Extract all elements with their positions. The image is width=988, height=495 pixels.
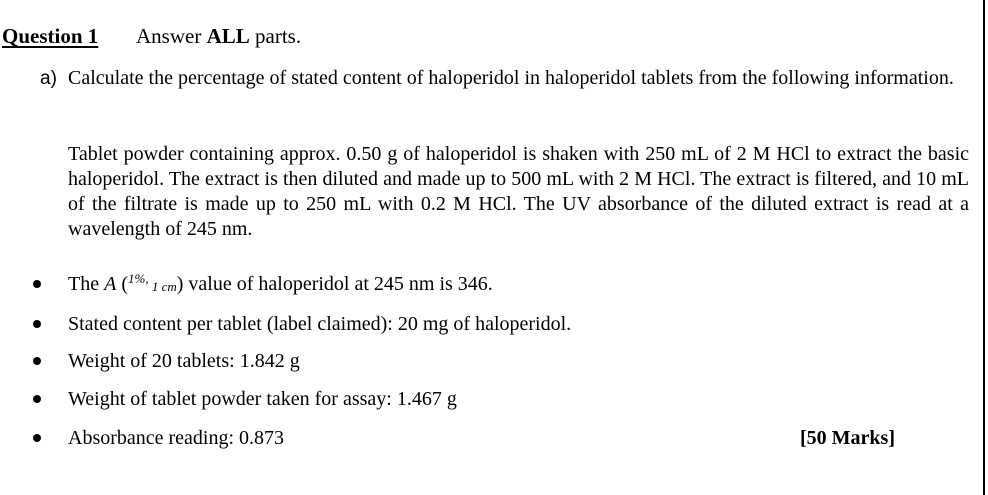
absorptivity-superscript: 1%, [127, 271, 149, 286]
list-item-weight-powder [0, 386, 988, 412]
absorbance-text: Absorbance reading: 0.873 [68, 427, 285, 449]
absorptivity-text [68, 271, 493, 299]
instruction-emphasis: ALL [206, 24, 250, 48]
weight-20-tablets-text: Weight of 20 tablets: 1.842 g [68, 350, 300, 372]
part-a-intro: Calculate the percentage of stated content of haloperidol in haloperidol tablets from the following information. [68, 67, 954, 89]
bullet-icon [33, 434, 41, 442]
absorptivity-close-paren: ) [176, 273, 184, 295]
marks-label: [50 Marks] [800, 427, 895, 449]
absorptivity-symbol: A [104, 273, 117, 295]
list-item-stated-content [0, 311, 988, 337]
bullet-icon [33, 395, 41, 403]
list-item-absorptivity [0, 271, 988, 297]
bullet-icon [33, 280, 41, 288]
absorptivity-open-paren: ( [116, 273, 128, 295]
bullet-icon [33, 320, 41, 328]
instruction-prefix: Answer [136, 24, 207, 48]
part-a-procedure: Tablet powder containing approx. 0.50 g of haloperidol is shaken with 250 mL of 2 M HCl to extract the basic haloperidol. The extract is then diluted and made up to 500 mL with 2 M HCl. The extract is filtered, and 10 mL of the filtrate is made up to 250 mL with 0.2 M HCl. The UV absorbance of the diluted extract is read at a wavelength of 245 nm. [68, 143, 969, 240]
stated-content-text: Stated content per tablet (label claimed): 20 mg of haloperidol. [68, 313, 572, 335]
question-title: Question 1 [2, 24, 99, 48]
part-a-label: a) [40, 68, 57, 89]
bullet-icon [33, 357, 41, 365]
question-header [2, 24, 302, 48]
weight-powder-text: Weight of tablet powder taken for assay: 1.467 g [68, 388, 457, 410]
list-item-weight-20-tablets [0, 348, 988, 374]
right-border-line [983, 0, 985, 495]
absorptivity-subscript: 1 cm [148, 279, 177, 294]
absorptivity-prefix: The [68, 273, 105, 295]
question-instruction [136, 24, 301, 48]
instruction-suffix: parts. [249, 24, 302, 48]
list-item-absorbance [0, 425, 988, 451]
absorptivity-suffix: value of haloperidol at 245 nm is 346. [183, 273, 493, 295]
